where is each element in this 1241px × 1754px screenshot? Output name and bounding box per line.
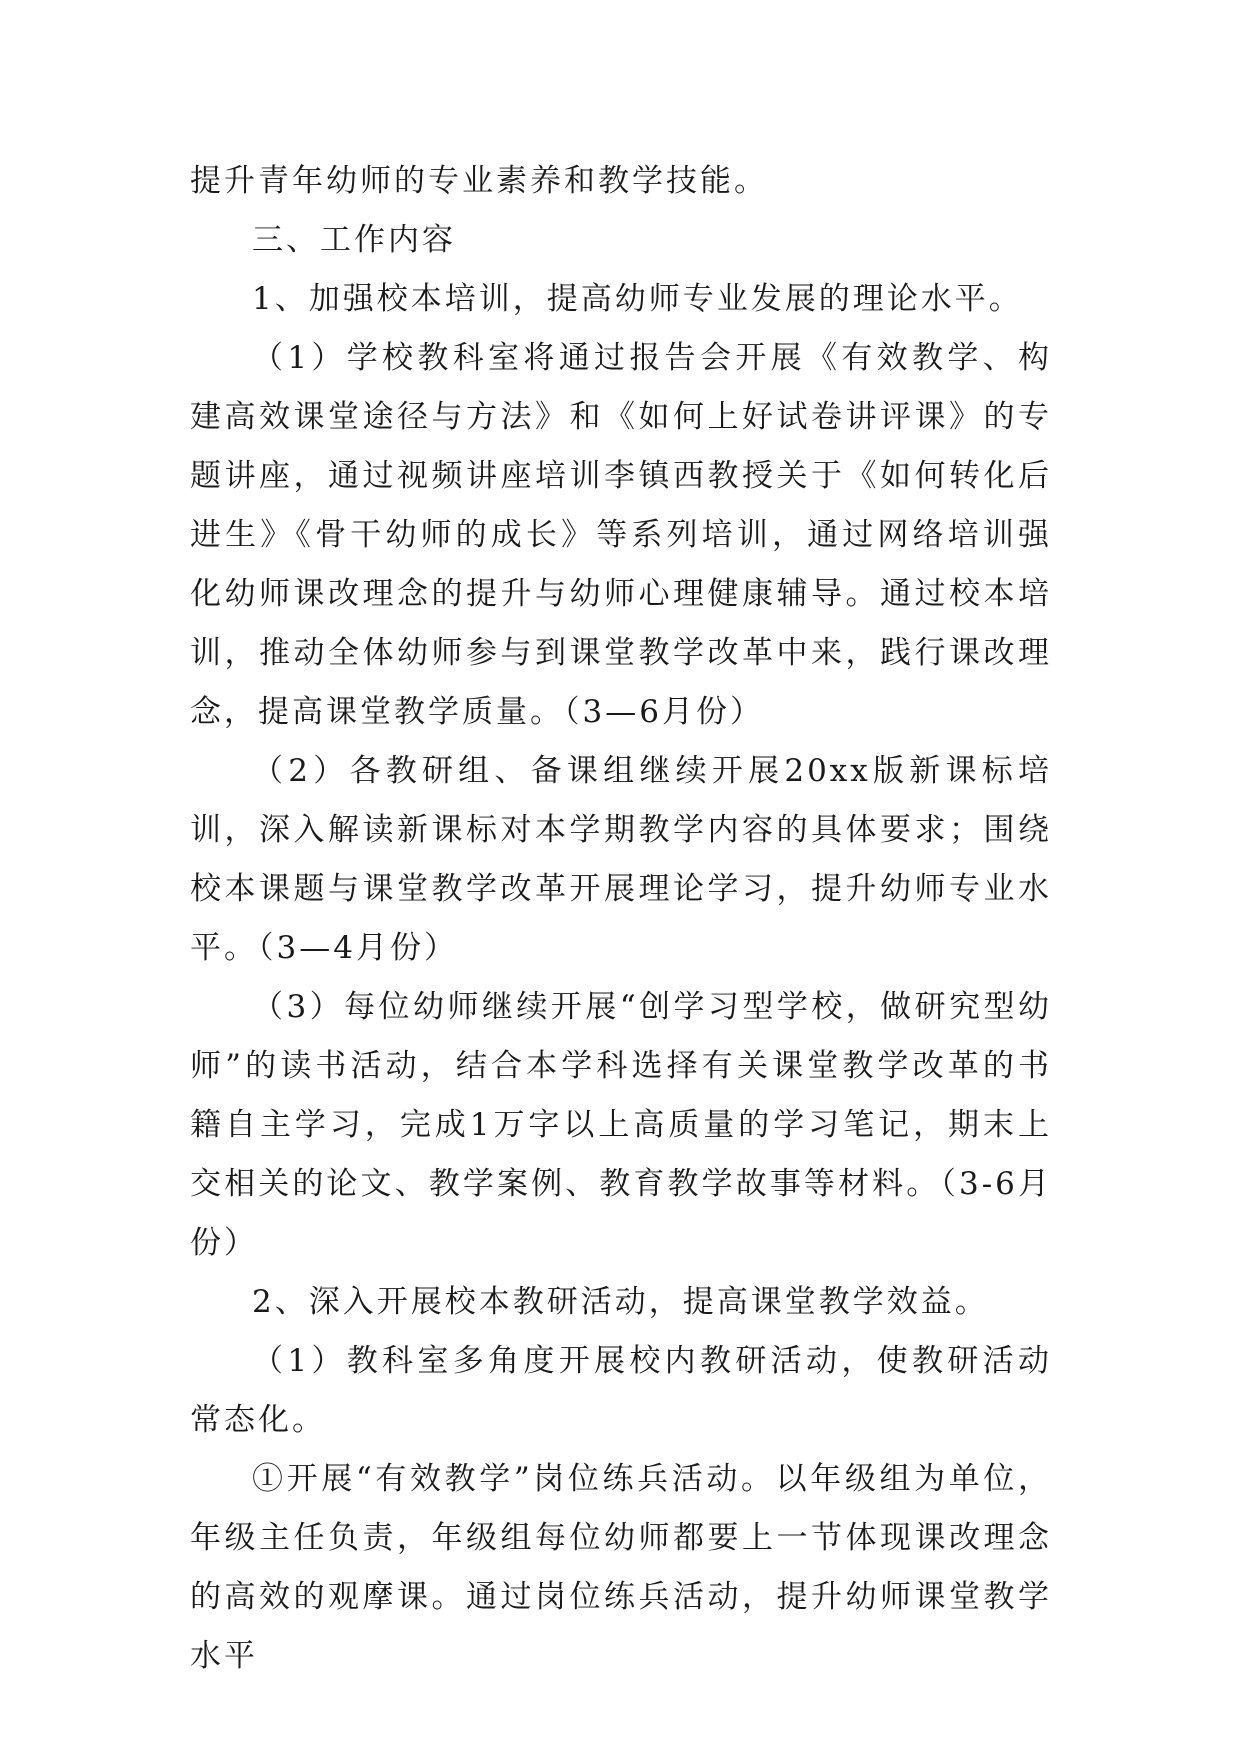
subsection-heading-2: 2、深入开展校本教研活动，提高课堂教学效益。 — [252, 1284, 989, 1320]
subsection-heading-1: 1、加强校本培训，提高幼师专业发展的理论水平。 — [252, 281, 1023, 317]
paragraph-item-1-1: （1）学校教科室将通过报告会开展《有效教学、构建高效课堂途径与方法》和《如何上好试卷讲评课》的专题讲座，通过视频讲座培训李镇西教授关于《如何转化后进生》《骨干幼师的成长》等系列培训，通过网络培训强化幼师课改理念的提升与幼师心理健康辅导。通过校本培训，推动全体幼师参与到课堂教学改革中来，践行课改理念，提高课堂教学质量。（3—6月份） — [190, 340, 1052, 730]
paragraph-item-2-1-a: ①开展“有效教学”岗位练兵活动。以年级组为单位，年级主任负责，年级组每位幼师都要上一节体现课改理念的高效的观摩课。通过岗位练兵活动，提升幼师课堂教学水平 — [190, 1461, 1052, 1674]
paragraph-item-2-1: （1）教科室多角度开展校内教研活动，使教研活动常态化。 — [190, 1343, 1052, 1438]
paragraph-item-1-2: （2）各教研组、备课组继续开展20xx版新课标培训，深入解读新课标对本学期教学内容的具体要求；围绕校本课题与课堂教学改革开展理论学习，提升幼师专业水平。（3—4月份） — [190, 753, 1052, 966]
paragraph-continuation: 提升青年幼师的专业素养和教学技能。 — [190, 163, 768, 199]
document-body — [190, 152, 1052, 1686]
section-heading-work-content: 三、工作内容 — [252, 222, 456, 258]
paragraph-item-1-3: （3）每位幼师继续开展“创学习型学校，做研究型幼师”的读书活动，结合本学科选择有关课堂教学改革的书籍自主学习，完成1万字以上高质量的学习笔记，期末上交相关的论文、教学案例、教育教学故事等材料。（3-6月份） — [190, 989, 1052, 1261]
